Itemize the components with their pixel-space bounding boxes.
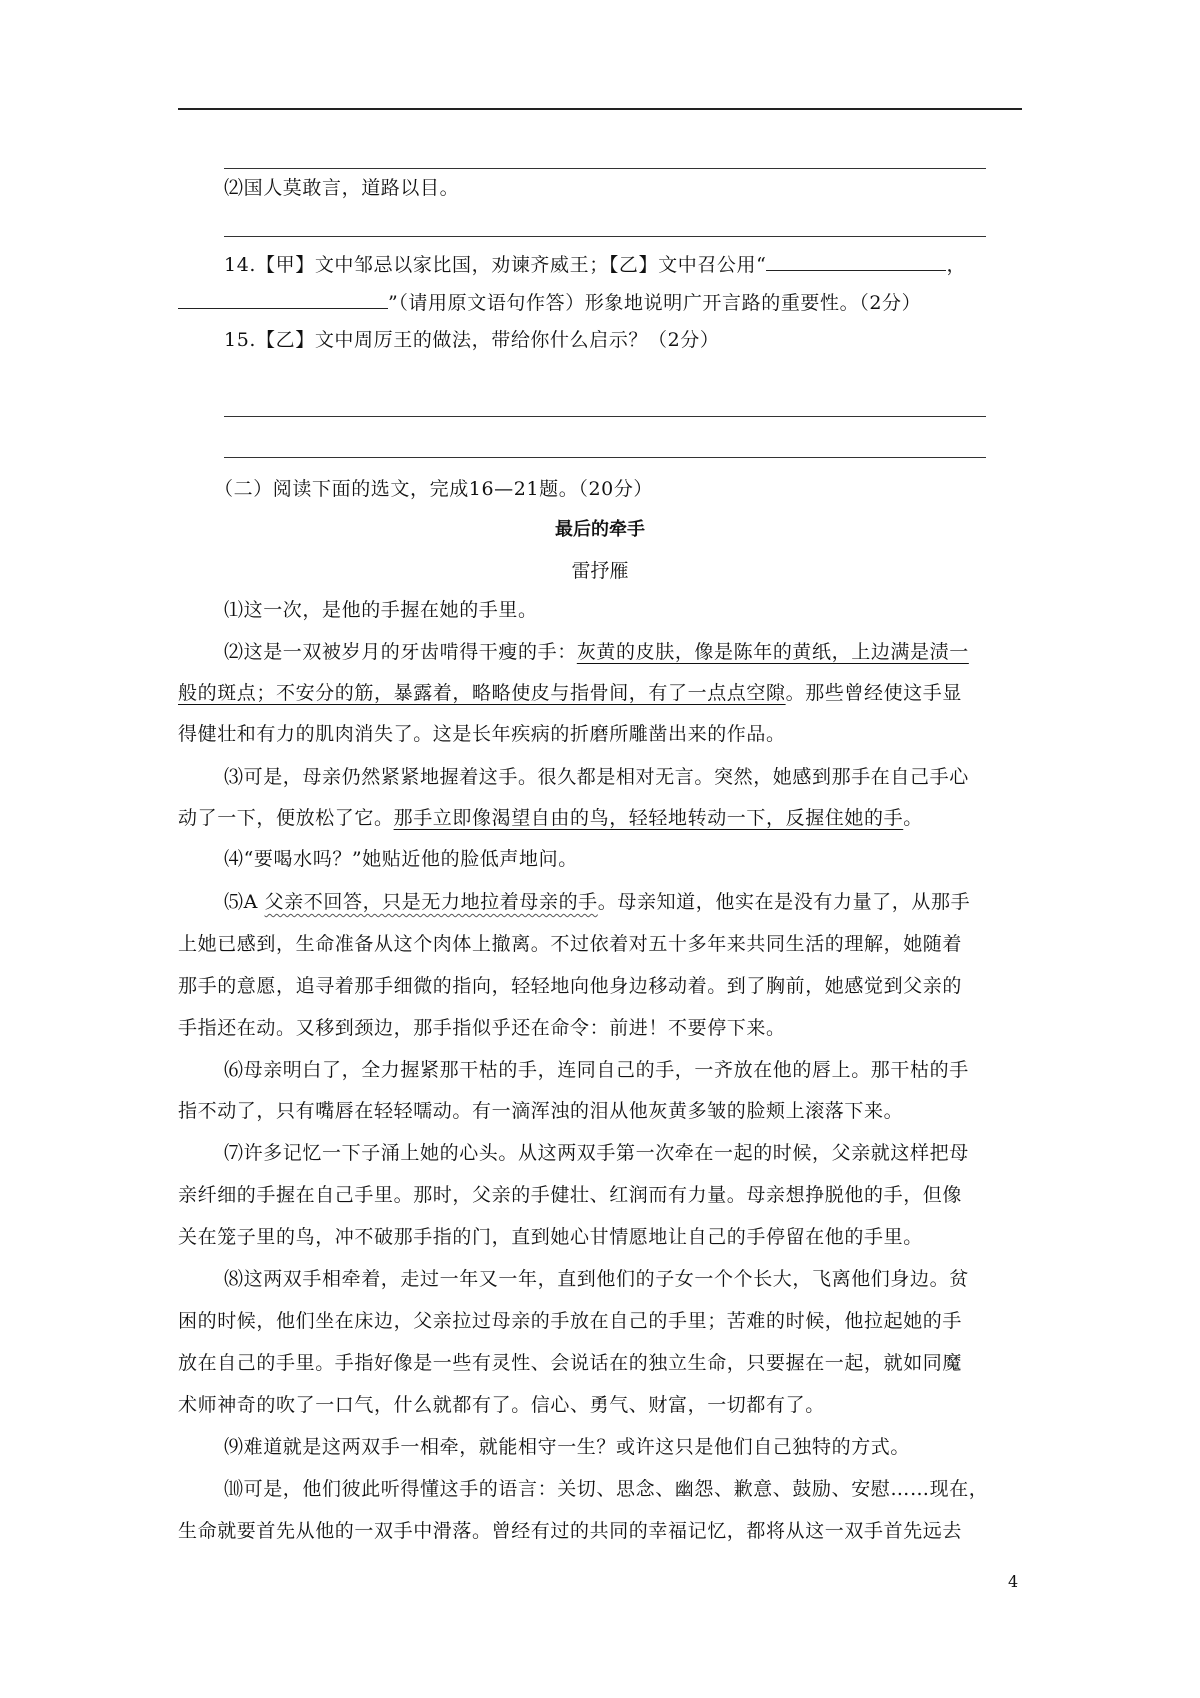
article-author: 雷抒雁: [571, 560, 629, 582]
underlined-sentence: 灰黄的皮肤，像是陈年的黄纸，上边满是渍一: [576, 641, 969, 663]
paragraph-6-line-1: ⑹母亲明白了，全力握紧那干枯的手，连同自己的手，一齐放在他的唇上。那干枯的手: [224, 1059, 969, 1081]
question-14-line-2: [178, 290, 921, 315]
answer-blank-2[interactable]: [178, 290, 388, 309]
section-heading: （二）阅读下面的选文，完成16—21题。（20分）: [214, 478, 654, 500]
paragraph-3-text: 。: [903, 807, 923, 829]
underlined-sentence: 般的斑点；不安分的筋，暴露着，略略使皮与指骨间，有了一点点空隙: [178, 682, 786, 704]
question-14-suffix: ”（请用原文语句作答）形象地说明广开言路的重要性。（2分）: [388, 292, 922, 314]
page-number: 4: [1008, 1572, 1019, 1591]
underlined-sentence: 那手立即像渴望自由的鸟，轻轻地转动一下，反握住她的手: [393, 807, 904, 829]
article-title: 最后的牵手: [555, 519, 645, 540]
paragraph-3-line-1: ⑶可是，母亲仍然紧紧地握着这手。很久都是相对无言。突然，她感到那手在自己手心: [224, 766, 969, 788]
paragraph-5-text: 。母亲知道，他实在是没有力量了，从那手: [597, 891, 971, 913]
question-15: 15.【乙】文中周厉王的做法，带给你什么启示？（2分）: [224, 329, 720, 351]
answer-line[interactable]: [224, 457, 986, 458]
paragraph-8-line-2: 困的时候，他们坐在床边，父亲拉过母亲的手放在自己的手里；苦难的时候，他拉起她的手: [178, 1310, 963, 1332]
paragraph-6-line-2: 指不动了，只有嘴唇在轻轻嚅动。有一滴浑浊的泪从他灰黄多皱的脸颊上滚落下来。: [178, 1100, 904, 1122]
paragraph-7-line-2: 亲纤细的手握在自己手里。那时，父亲的手健壮、红润而有力量。母亲想挣脱他的手，但像: [178, 1184, 963, 1206]
paragraph-3-text: 动了一下，便放松了它。: [178, 807, 394, 829]
paragraph-2-line-2: [178, 681, 962, 705]
header-rule: [178, 108, 1022, 110]
paragraph-8-line-3: 放在自己的手里。手指好像是一些有灵性、会说话在的独立生命，只要握在一起，就如同魔: [178, 1352, 963, 1374]
answer-blank-1[interactable]: [766, 252, 946, 271]
paragraph-5-line-3: 那手的意愿，追寻着那手细微的指向，轻轻地向他身边移动着。到了胸前，她感觉到父亲的: [178, 975, 963, 997]
paragraph-3-line-2: [178, 806, 923, 830]
paragraph-10-line-2: 生命就要首先从他的一双手中滑落。曾经有过的共同的幸福记忆，都将从这一双手首先远去: [178, 1520, 963, 1542]
paragraph-8-line-4: 术师神奇的吹了一口气，什么就都有了。信心、勇气、财富，一切都有了。: [178, 1394, 825, 1416]
paragraph-2-text: ⑵这是一双被岁月的牙齿啃得干瘦的手：: [224, 641, 577, 663]
paragraph-2-text: 。那些曾经使这手显: [785, 682, 963, 704]
paragraph-5-line-1: [224, 890, 970, 914]
question-14-comma: ，: [946, 254, 967, 276]
paragraph-10-line-1: ⑽可是，他们彼此听得懂这手的语言：关切、思念、幽怨、歉意、鼓励、安慰……现在，: [224, 1478, 989, 1500]
answer-line[interactable]: [224, 168, 986, 169]
paragraph-7-line-3: 关在笼子里的鸟，冲不破那手指的门，直到她心甘情愿地让自己的手停留在他的手里。: [178, 1226, 923, 1248]
question-14-prefix: 14.【甲】文中邹忌以家比国，劝谏齐威王；【乙】文中召公用“: [224, 254, 767, 276]
paragraph-1: ⑴这一次，是他的手握在她的手里。: [224, 599, 538, 621]
question-14-line-1: [224, 252, 966, 277]
wavy-underlined-sentence: 父亲不回答，只是无力地拉着母亲的手: [264, 891, 598, 913]
paragraph-5-line-4: 手指还在动。又移到颈边，那手指似乎还在命令：前进！不要停下来。: [178, 1017, 786, 1039]
answer-line[interactable]: [224, 236, 986, 237]
sentence-marker-a: ⑸A: [224, 891, 265, 913]
paragraph-7-line-1: ⑺许多记忆一下子涌上她的心头。从这两双手第一次牵在一起的时候，父亲就这样把母: [224, 1142, 969, 1164]
paragraph-9: ⑼难道就是这两双手一相牵，就能相守一生？或许这只是他们自己独特的方式。: [224, 1436, 911, 1458]
paragraph-5-line-2: 上她已感到，生命准备从这个肉体上撤离。不过依着对五十多年来共同生活的理解，她随着: [178, 933, 963, 955]
paragraph-2-line-1: [224, 640, 969, 664]
paragraph-8-line-1: ⑻这两双手相牵着，走过一年又一年，直到他们的子女一个个长大，飞离他们身边。贫: [224, 1268, 969, 1290]
paragraph-2-line-3: 得健壮和有力的肌肉消失了。这是长年疾病的折磨所雕凿出来的作品。: [178, 723, 786, 745]
paragraph-4: ⑷“要喝水吗？”她贴近他的脸低声地问。: [224, 848, 578, 870]
question-13-item-2: ⑵国人莫敢言，道路以目。: [224, 177, 460, 199]
answer-line[interactable]: [224, 416, 986, 417]
